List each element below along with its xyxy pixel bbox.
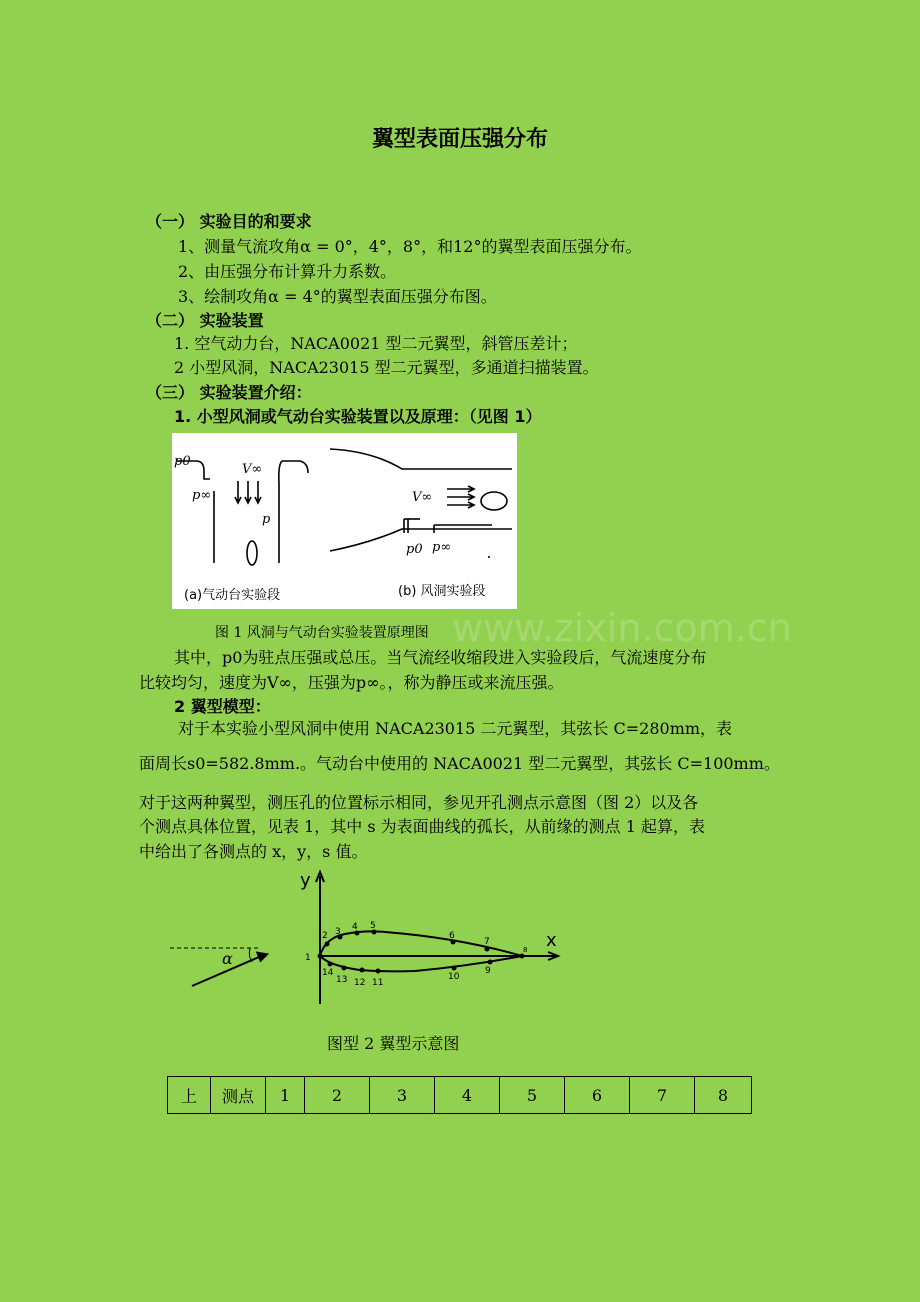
fig1-pinf-label-a: p∞	[192, 488, 212, 503]
fig2-pt-13: 13	[336, 975, 348, 985]
table-cell: 4	[435, 1077, 500, 1114]
table-row	[168, 1077, 752, 1114]
fig2-alpha: α	[222, 949, 233, 968]
figure-1-drawing	[172, 433, 517, 609]
fig2-pt-4: 4	[352, 922, 358, 932]
fig2-pt-11: 11	[372, 978, 384, 988]
fig2-pt-12: 12	[354, 978, 366, 988]
figure-1-caption: 图 1 风洞与气动台实验装置原理图	[215, 625, 429, 641]
fig1-pinf-label-b: p∞	[432, 540, 452, 555]
figure-2-drawing	[160, 866, 570, 1008]
section-3-sub-1: 1. 小型风洞或气动台实验装置以及原理：（见图 1）	[174, 407, 542, 426]
fig2-pt-2: 2	[322, 931, 328, 941]
section-1-heading: （一） 实验目的和要求	[146, 212, 312, 231]
fig1-label-a: (a)气动台实验段	[184, 588, 281, 603]
fig2-pt-5: 5	[370, 921, 376, 931]
fig2-pt-10: 10	[448, 972, 460, 982]
section-2-heading: （二） 实验装置	[146, 311, 264, 330]
fig2-pt-8: 8	[523, 946, 528, 954]
table-cell: 1	[266, 1077, 305, 1114]
page-title: 翼型表面压强分布	[371, 127, 548, 152]
fig1-label-b: (b) 风洞实验段	[398, 584, 486, 599]
para1-line-2: 比较均匀，速度为V∞，压强为p∞。，称为静压或来流压强。	[139, 673, 564, 692]
sec1-item-1: 1、测量气流攻角α = 0°，4°，8°，和12°的翼型表面压强分布。	[178, 237, 642, 256]
sec1-item-2: 2、由压强分布计算升力系数。	[178, 262, 397, 281]
sec2-item-1: 1. 空气动力台，NACA0021 型二元翼型，斜管压差计；	[174, 334, 578, 353]
watermark: www.zixin.com.cn	[452, 606, 792, 650]
table-cell: 3	[370, 1077, 435, 1114]
table-cell: 2	[305, 1077, 370, 1114]
fig2-pt-7: 7	[484, 937, 490, 947]
para3-line-3: 中给出了各测点的 x，y，s 值。	[139, 842, 368, 861]
para1-line-1: 其中，p0为驻点压强或总压。当气流经收缩段进入实验段后，气流速度分布	[174, 648, 707, 667]
para2-line-2: 面周长s0=582.8mm.。气动台中使用的 NACA0021 型二元翼型，其弦长 C=100mm。	[139, 754, 780, 773]
table-cell: 上	[168, 1077, 211, 1114]
para2-line-1: 对于本实验小型风洞中使用 NACA23015 二元翼型，其弦长 C=280mm，表	[178, 719, 733, 738]
table-cell: 7	[630, 1077, 695, 1114]
model-heading: 2 翼型模型：	[174, 697, 271, 716]
fig2-pt-1: 1	[305, 953, 311, 963]
fig2-pt-3: 3	[335, 927, 341, 937]
figure-2-caption: 图型 2 翼型示意图	[327, 1034, 460, 1053]
sec1-item-3: 3、绘制攻角α = 4°的翼型表面压强分布图。	[178, 287, 497, 306]
para3-line-2: 个测点具体位置，见表 1，其中 s 为表面曲线的孤长，从前缘的测点 1 起算，表	[139, 817, 706, 836]
fig2-axis-x: x	[546, 930, 557, 951]
table-cell: 5	[500, 1077, 565, 1114]
table-cell: 6	[565, 1077, 630, 1114]
fig1-p0-label-b: p0	[406, 542, 423, 557]
fig2-pt-6: 6	[449, 931, 455, 941]
fig1-vinf-label-b: V∞	[412, 490, 433, 505]
figure-2	[160, 866, 570, 1008]
fig1-p-label: p	[262, 512, 271, 527]
fig1-p0-label-a: p0	[174, 454, 191, 469]
section-3-heading: （三） 实验装置介绍：	[146, 383, 312, 402]
figure-1	[172, 433, 517, 609]
table-cell: 测点	[211, 1077, 266, 1114]
sec2-item-2: 2 小型风洞，NACA23015 型二元翼型，多通道扫描装置。	[174, 358, 599, 377]
fig1-vinf-label-a: V∞	[242, 462, 263, 477]
para3-line-1: 对于这两种翼型，测压孔的位置标示相同，参见开孔测点示意图（图 2）以及各	[139, 793, 699, 812]
table-cell: 8	[695, 1077, 752, 1114]
points-table	[167, 1076, 752, 1114]
fig2-pt-14: 14	[322, 968, 334, 978]
fig2-axis-y: y	[300, 870, 311, 891]
fig2-pt-9: 9	[485, 966, 491, 976]
